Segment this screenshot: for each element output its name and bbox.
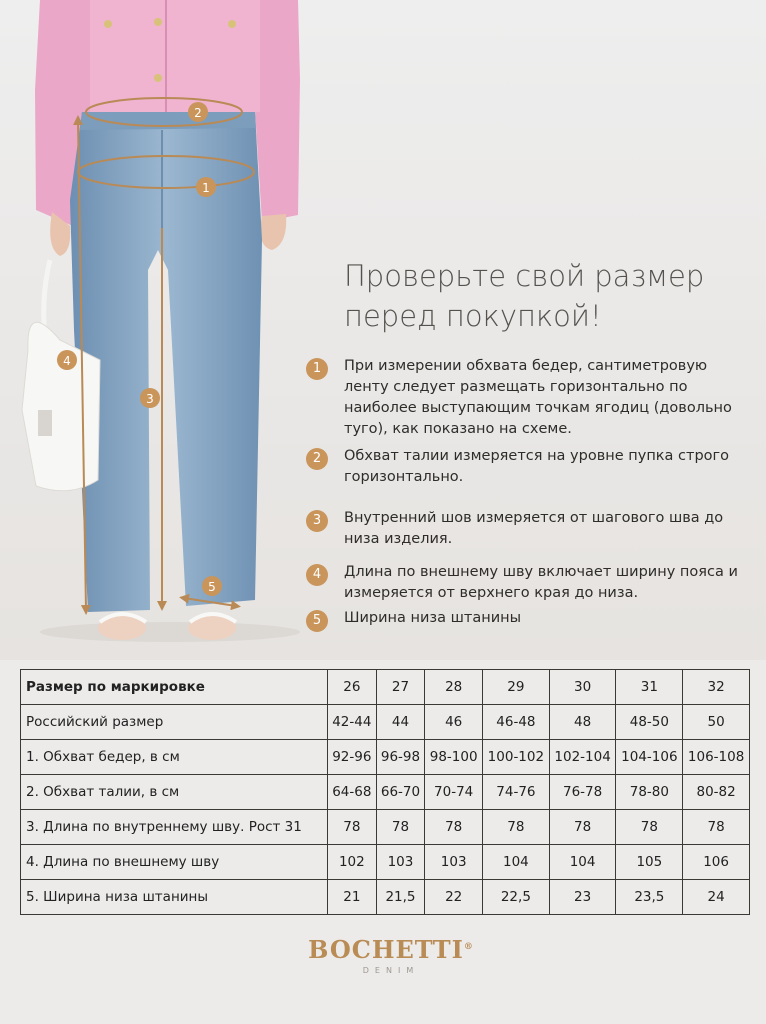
row-label: Размер по маркировке <box>21 670 328 705</box>
table-cell: 44 <box>376 705 425 740</box>
table-cell: 102 <box>328 845 377 880</box>
table-cell: 46 <box>425 705 483 740</box>
table-cell: 78 <box>425 810 483 845</box>
brand-name-text: BOCHETTI <box>308 935 464 964</box>
table-cell: 46-48 <box>483 705 550 740</box>
svg-text:2: 2 <box>194 106 202 120</box>
note-text: При измерении обхвата бедер, сантиметровую ленту следует размещать горизонтально по наиболее выступающим точкам ягодиц (довольно туго), как показано на схеме. <box>344 358 732 437</box>
note-text: Длина по внешнему шву включает ширину пояса и измеряется от верхнего края до низа. <box>344 564 738 601</box>
marker-5 <box>202 576 222 596</box>
svg-text:3: 3 <box>146 392 154 406</box>
note-number-badge: 1 <box>306 358 328 380</box>
brand-logo <box>306 935 476 975</box>
table-cell: 31 <box>616 670 683 705</box>
table-cell: 103 <box>376 845 425 880</box>
note-text: Внутренний шов измеряется от шагового шва до низа изделия. <box>344 510 724 547</box>
table-cell: 78 <box>683 810 750 845</box>
table-cell: 106 <box>683 845 750 880</box>
table-cell: 22,5 <box>483 880 550 915</box>
size-table-body <box>21 670 750 915</box>
table-row <box>21 705 750 740</box>
brand-name <box>306 935 476 964</box>
table-cell: 50 <box>683 705 750 740</box>
table-cell: 76-78 <box>549 775 616 810</box>
table-cell: 104 <box>483 845 550 880</box>
title-line-2: перед покупкой! <box>344 299 602 333</box>
svg-text:4: 4 <box>63 354 71 368</box>
table-cell: 104-106 <box>616 740 683 775</box>
table-cell: 27 <box>376 670 425 705</box>
svg-text:1: 1 <box>202 181 210 195</box>
note-number-badge: 4 <box>306 564 328 586</box>
table-cell: 66-70 <box>376 775 425 810</box>
row-label: 3. Длина по внутреннему шву. Рост 31 <box>21 810 328 845</box>
table-cell: 28 <box>425 670 483 705</box>
size-table <box>20 669 750 915</box>
table-cell: 70-74 <box>425 775 483 810</box>
row-label: 2. Обхват талии, в см <box>21 775 328 810</box>
table-cell: 23 <box>549 880 616 915</box>
table-cell: 21 <box>328 880 377 915</box>
marker-1 <box>196 177 216 197</box>
table-cell: 78 <box>483 810 550 845</box>
table-cell: 100-102 <box>483 740 550 775</box>
table-cell: 103 <box>425 845 483 880</box>
table-row <box>21 810 750 845</box>
row-label: Российский размер <box>21 705 328 740</box>
table-row <box>21 845 750 880</box>
note-number-badge: 2 <box>306 448 328 470</box>
table-cell: 104 <box>549 845 616 880</box>
table-cell: 80-82 <box>683 775 750 810</box>
table-cell: 42-44 <box>328 705 377 740</box>
title-line-1: Проверьте свой размер <box>344 259 705 293</box>
row-label: 1. Обхват бедер, в см <box>21 740 328 775</box>
table-cell: 24 <box>683 880 750 915</box>
brand-subtitle: DENIM <box>362 966 420 975</box>
table-header-row <box>21 670 750 705</box>
table-cell: 23,5 <box>616 880 683 915</box>
table-cell: 92-96 <box>328 740 377 775</box>
table-cell: 48 <box>549 705 616 740</box>
table-cell: 29 <box>483 670 550 705</box>
note-text: Ширина низа штанины <box>344 610 522 626</box>
table-cell: 98-100 <box>425 740 483 775</box>
table-cell: 74-76 <box>483 775 550 810</box>
row-label: 5. Ширина низа штанины <box>21 880 328 915</box>
table-cell: 96-98 <box>376 740 425 775</box>
table-cell: 78 <box>328 810 377 845</box>
table-cell: 78 <box>376 810 425 845</box>
table-row <box>21 740 750 775</box>
table-cell: 64-68 <box>328 775 377 810</box>
note-number-badge: 3 <box>306 510 328 532</box>
table-cell: 22 <box>425 880 483 915</box>
registered-mark: ® <box>463 942 474 952</box>
table-cell: 105 <box>616 845 683 880</box>
table-cell: 21,5 <box>376 880 425 915</box>
table-cell: 30 <box>549 670 616 705</box>
marker-2 <box>188 102 208 122</box>
marker-3 <box>140 388 160 408</box>
table-cell: 26 <box>328 670 377 705</box>
table-cell: 32 <box>683 670 750 705</box>
table-cell: 78-80 <box>616 775 683 810</box>
note-number-badge: 5 <box>306 610 328 632</box>
note-text: Обхват талии измеряется на уровне пупка строго горизонтально. <box>344 448 730 485</box>
svg-text:5: 5 <box>208 580 216 594</box>
table-row <box>21 775 750 810</box>
table-cell: 78 <box>549 810 616 845</box>
table-cell: 102-104 <box>549 740 616 775</box>
table-cell: 78 <box>616 810 683 845</box>
table-cell: 48-50 <box>616 705 683 740</box>
table-row <box>21 880 750 915</box>
table-cell: 106-108 <box>683 740 750 775</box>
page-title <box>344 256 744 336</box>
row-label: 4. Длина по внешнему шву <box>21 845 328 880</box>
marker-4 <box>57 350 77 370</box>
